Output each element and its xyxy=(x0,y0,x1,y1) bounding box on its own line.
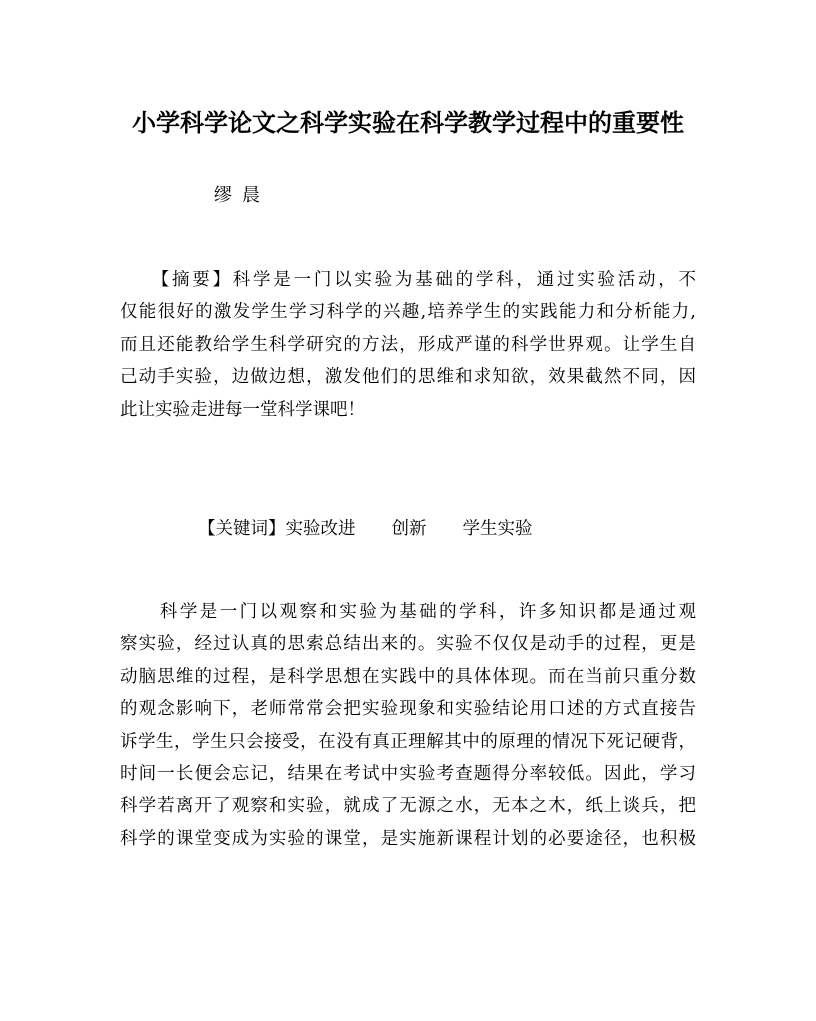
author-name xyxy=(214,182,260,210)
author-name-char-1: 缪 xyxy=(214,185,232,206)
body-line: 科学是一门以观察和实验为基础的学科，许多知识都是通过观 xyxy=(120,602,696,622)
abstract-line: 己动手实验，边做边想，激发他们的思维和求知欲，效果截然不同，因 xyxy=(120,367,696,388)
body-paragraph xyxy=(120,596,696,855)
body-line: 动脑思维的过程，是科学思想在实践中的具体体现。而在当前只重分数 xyxy=(120,666,696,687)
keywords-line xyxy=(198,513,533,545)
abstract-line: 仅能很好的激发学生学习科学的兴趣,培养学生的实践能力和分析能力, xyxy=(120,302,696,323)
abstract-line: 【摘要】科学是一门以实验为基础的学科，通过实验活动，不 xyxy=(120,270,696,290)
body-line: 科学若离开了观察和实验，就成了无源之水，无本之木，纸上谈兵，把 xyxy=(120,796,696,817)
body-line: 的观念影响下，老师常常会把实验现象和实验结论用口述的方式直接告 xyxy=(120,699,696,720)
body-line: 察实验，经过认真的思索总结出来的。实验不仅仅是动手的过程，更是 xyxy=(120,634,696,655)
document-title: 小学科学论文之科学实验在科学教学过程中的重要性 xyxy=(132,108,684,137)
keyword-item: 创新 xyxy=(391,519,427,539)
keyword-item: 学生实验 xyxy=(462,519,533,539)
abstract-line: 此让实验走进每一堂科学课吧！ xyxy=(120,399,365,420)
body-line: 时间一长便会忘记，结果在考试中实验考查题得分率较低。因此，学习 xyxy=(120,763,696,784)
body-line: 诉学生，学生只会接受，在没有真正理解其中的原理的情况下死记硬背， xyxy=(120,731,696,752)
keyword-item: 实验改进 xyxy=(285,519,356,539)
abstract-line: 而且还能教给学生科学研究的方法，形成严谨的科学世界观。让学生自 xyxy=(120,334,696,355)
abstract-paragraph xyxy=(120,264,696,426)
author-name-char-2: 晨 xyxy=(242,185,260,206)
keywords-label: 【关键词】 xyxy=(198,519,286,539)
body-line: 科学的课堂变成为实验的课堂，是实施新课程计划的必要途径，也积极 xyxy=(120,828,696,849)
